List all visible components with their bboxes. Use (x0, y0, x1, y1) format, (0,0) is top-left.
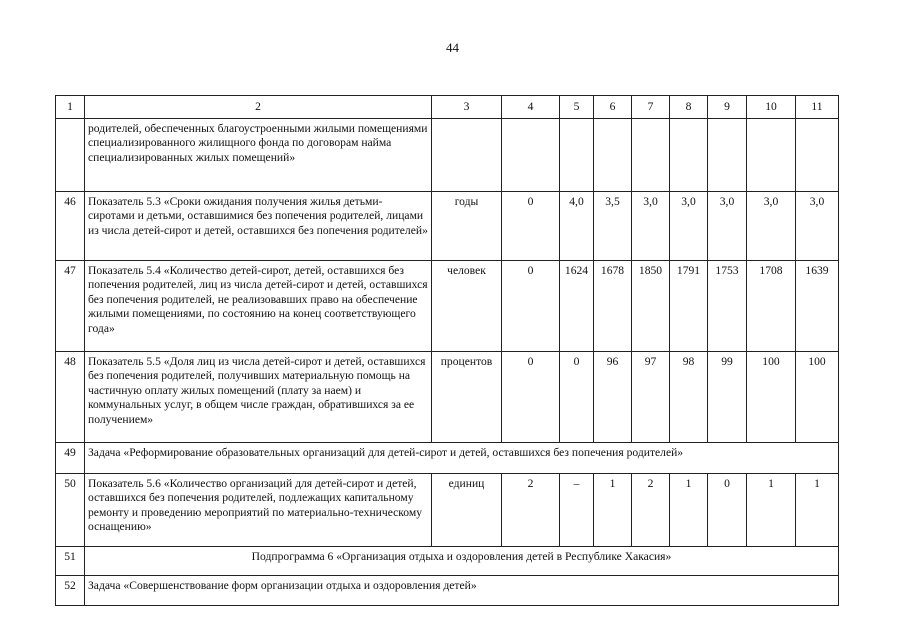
row-number (56, 119, 85, 192)
row-value: 3,0 (632, 192, 670, 261)
table-row (56, 474, 839, 547)
row-value (594, 119, 632, 192)
row-number: 48 (56, 352, 85, 443)
task-title: Задача «Совершенствование форм организации отдыха и оздоровления детей» (85, 576, 839, 606)
row-value: 1708 (747, 261, 796, 352)
row-number: 49 (56, 443, 85, 474)
task-title: Задача «Реформирование образовательных организаций для детей-сирот и детей, оставшихся без попечения родителей» (85, 443, 839, 474)
row-value: 100 (796, 352, 839, 443)
row-value (560, 119, 594, 192)
row-value: 0 (502, 352, 560, 443)
row-value: 96 (594, 352, 632, 443)
table-row (56, 119, 839, 192)
header-cell: 9 (708, 96, 747, 119)
table-row-task (56, 443, 839, 474)
row-value (632, 119, 670, 192)
subprogram-title: Подпрограмма 6 «Организация отдыха и оздоровления детей в Республике Хакасия» (85, 547, 839, 576)
row-description: Показатель 5.6 «Количество организаций для детей-сирот и детей, оставшихся без попечения родителей, подлежащих капитальному ремонту и проведению мероприятий по материально-техническому оснащению» (85, 474, 432, 547)
page-number: 44 (446, 40, 459, 55)
row-unit: единиц (432, 474, 502, 547)
table-header-row (56, 96, 839, 119)
row-value: 98 (670, 352, 708, 443)
header-cell: 7 (632, 96, 670, 119)
row-description: родителей, обеспеченных благоустроенными жилыми помещениями специализированного жилищного фонда по договорам найма специализированных жилых помещений» (85, 119, 432, 192)
row-number: 51 (56, 547, 85, 576)
row-value: 1 (670, 474, 708, 547)
row-value: 3,0 (670, 192, 708, 261)
row-value: – (560, 474, 594, 547)
row-value: 0 (502, 192, 560, 261)
header-cell: 2 (85, 96, 432, 119)
row-value (747, 119, 796, 192)
header-cell: 5 (560, 96, 594, 119)
table-row (56, 352, 839, 443)
table-row-subprogram (56, 547, 839, 576)
row-value: 0 (560, 352, 594, 443)
header-cell: 6 (594, 96, 632, 119)
table-row (56, 192, 839, 261)
row-value: 3,0 (747, 192, 796, 261)
row-value: 1678 (594, 261, 632, 352)
header-cell: 4 (502, 96, 560, 119)
row-unit: годы (432, 192, 502, 261)
header-cell: 8 (670, 96, 708, 119)
row-value: 100 (747, 352, 796, 443)
row-unit (432, 119, 502, 192)
row-value: 4,0 (560, 192, 594, 261)
row-unit: процентов (432, 352, 502, 443)
row-value: 1 (796, 474, 839, 547)
row-number: 50 (56, 474, 85, 547)
row-description: Показатель 5.4 «Количество детей-сирот, детей, оставшихся без попечения родителей, лиц из числа детей-сирот и детей, оставшихся без попечения родителей, не реализовавших право на обеспечение жилыми помещениями, по состоянию на конец соответствующего года» (85, 261, 432, 352)
row-unit: человек (432, 261, 502, 352)
row-value: 1624 (560, 261, 594, 352)
row-value: 99 (708, 352, 747, 443)
row-value: 1 (747, 474, 796, 547)
row-value (670, 119, 708, 192)
header-cell: 10 (747, 96, 796, 119)
row-value: 1850 (632, 261, 670, 352)
row-value: 1753 (708, 261, 747, 352)
row-number: 52 (56, 576, 85, 606)
header-cell: 3 (432, 96, 502, 119)
row-number: 46 (56, 192, 85, 261)
row-value: 3,0 (708, 192, 747, 261)
table-row (56, 261, 839, 352)
row-value: 0 (502, 261, 560, 352)
row-value: 1639 (796, 261, 839, 352)
header-cell: 11 (796, 96, 839, 119)
row-value: 0 (708, 474, 747, 547)
row-value: 97 (632, 352, 670, 443)
indicators-table (55, 95, 839, 606)
row-value (708, 119, 747, 192)
row-value: 2 (632, 474, 670, 547)
row-description: Показатель 5.5 «Доля лиц из числа детей-сирот и детей, оставшихся без попечения родителей, получивших материальную помощь на частичную оплату жилых помещений (плату за наем) и коммунальных услуг, в общем числе граждан, обратившихся за ее получением» (85, 352, 432, 443)
row-value (796, 119, 839, 192)
row-value: 3,5 (594, 192, 632, 261)
row-value: 1791 (670, 261, 708, 352)
header-cell: 1 (56, 96, 85, 119)
row-value: 3,0 (796, 192, 839, 261)
table-row-task (56, 576, 839, 606)
row-number: 47 (56, 261, 85, 352)
row-value (502, 119, 560, 192)
row-value: 1 (594, 474, 632, 547)
row-description: Показатель 5.3 «Сроки ожидания получения жилья детьми-сиротами и детьми, оставшимися без попечения родителей, лицами из числа детей-сирот и детей, оставшихся без попечения родителей» (85, 192, 432, 261)
row-value: 2 (502, 474, 560, 547)
